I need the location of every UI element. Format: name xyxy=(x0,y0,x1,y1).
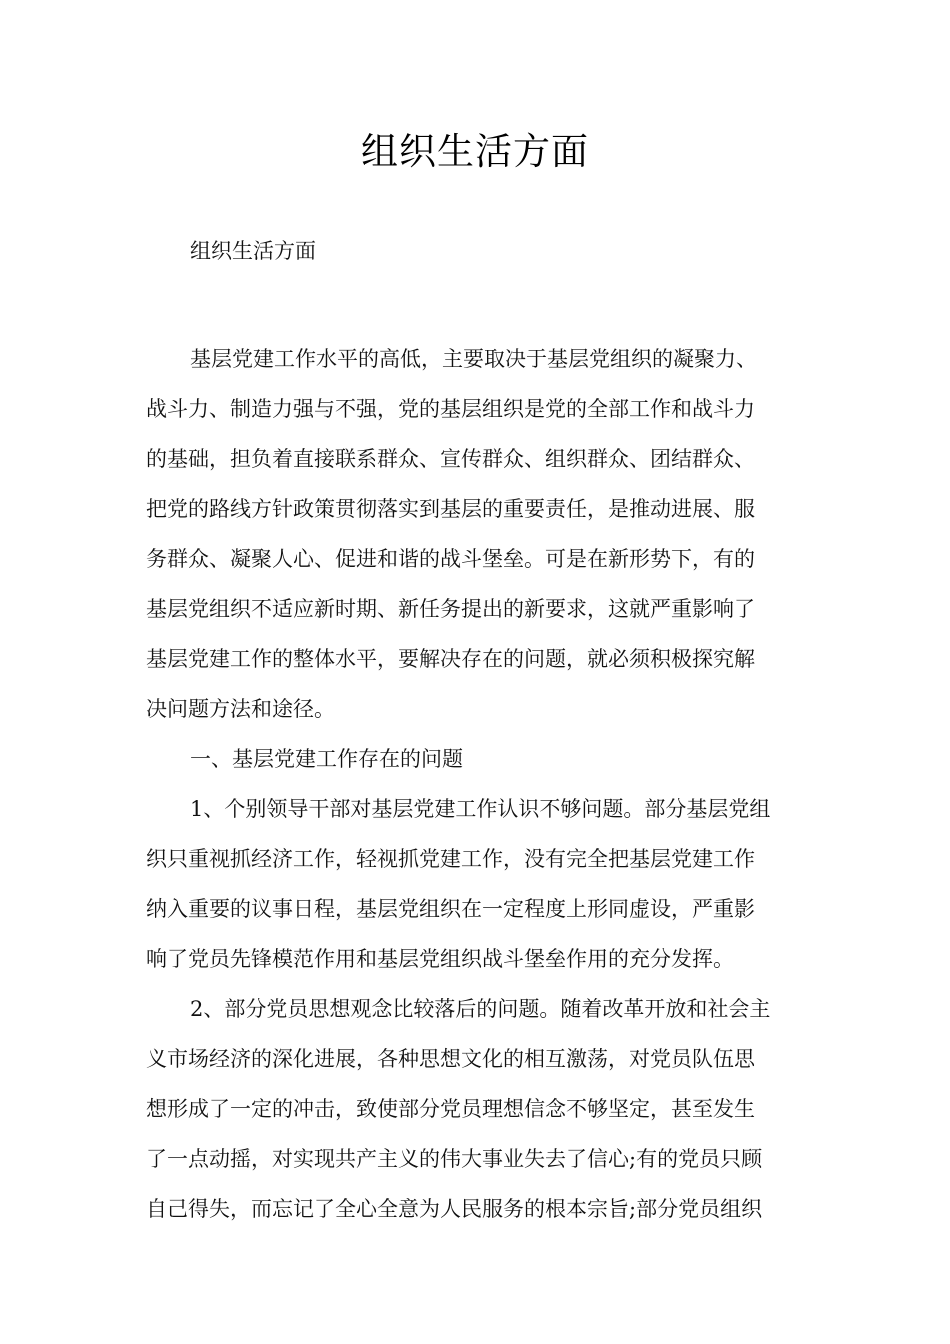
text-line: 一、基层党建工作存在的问题 xyxy=(190,747,463,771)
text-line: 义市场经济的深化进展，各种思想文化的相互激荡，对党员队伍思 xyxy=(146,1047,755,1071)
text-line: 基层党建工作的整体水平，要解决存在的问题，就必须积极探究解 xyxy=(146,647,755,671)
text-line: 务群众、凝聚人心、促进和谐的战斗堡垒。可是在新形势下，有的 xyxy=(146,547,755,571)
text-line: 响了党员先锋模范作用和基层党组织战斗堡垒作用的充分发挥。 xyxy=(146,947,734,971)
text-line: 了一点动摇，对实现共产主义的伟大事业失去了信心;有的党员只顾 xyxy=(146,1147,763,1171)
text-line: 把党的路线方针政策贯彻落实到基层的重要责任，是推动进展、服 xyxy=(146,497,755,521)
page-title: 组织生活方面 xyxy=(361,130,589,173)
text-line: 自己得失，而忘记了全心全意为人民服务的根本宗旨;部分党员组织 xyxy=(146,1197,763,1221)
document-subtitle: 组织生活方面 xyxy=(190,239,316,263)
text-line: 的基础，担负着直接联系群众、宣传群众、组织群众、团结群众、 xyxy=(146,447,755,471)
text-line: 想形成了一定的冲击，致使部分党员理想信念不够坚定，甚至发生 xyxy=(146,1097,755,1121)
text-line: 1、个别领导干部对基层党建工作认识不够问题。部分基层党组 xyxy=(190,797,771,821)
text-line: 织只重视抓经济工作，轻视抓党建工作，没有完全把基层党建工作 xyxy=(146,847,755,871)
text-line: 基层党组织不适应新时期、新任务提出的新要求，这就严重影响了 xyxy=(146,597,755,621)
text-line: 决问题方法和途径。 xyxy=(146,697,335,721)
document-body xyxy=(146,334,816,1234)
text-line: 战斗力、制造力强与不强，党的基层组织是党的全部工作和战斗力 xyxy=(146,397,755,421)
text-line: 2、部分党员思想观念比较落后的问题。随着改革开放和社会主 xyxy=(190,997,771,1021)
text-line: 纳入重要的议事日程，基层党组织在一定程度上形同虚设，严重影 xyxy=(146,897,755,921)
text-line: 基层党建工作水平的高低，主要取决于基层党组织的凝聚力、 xyxy=(190,347,757,371)
